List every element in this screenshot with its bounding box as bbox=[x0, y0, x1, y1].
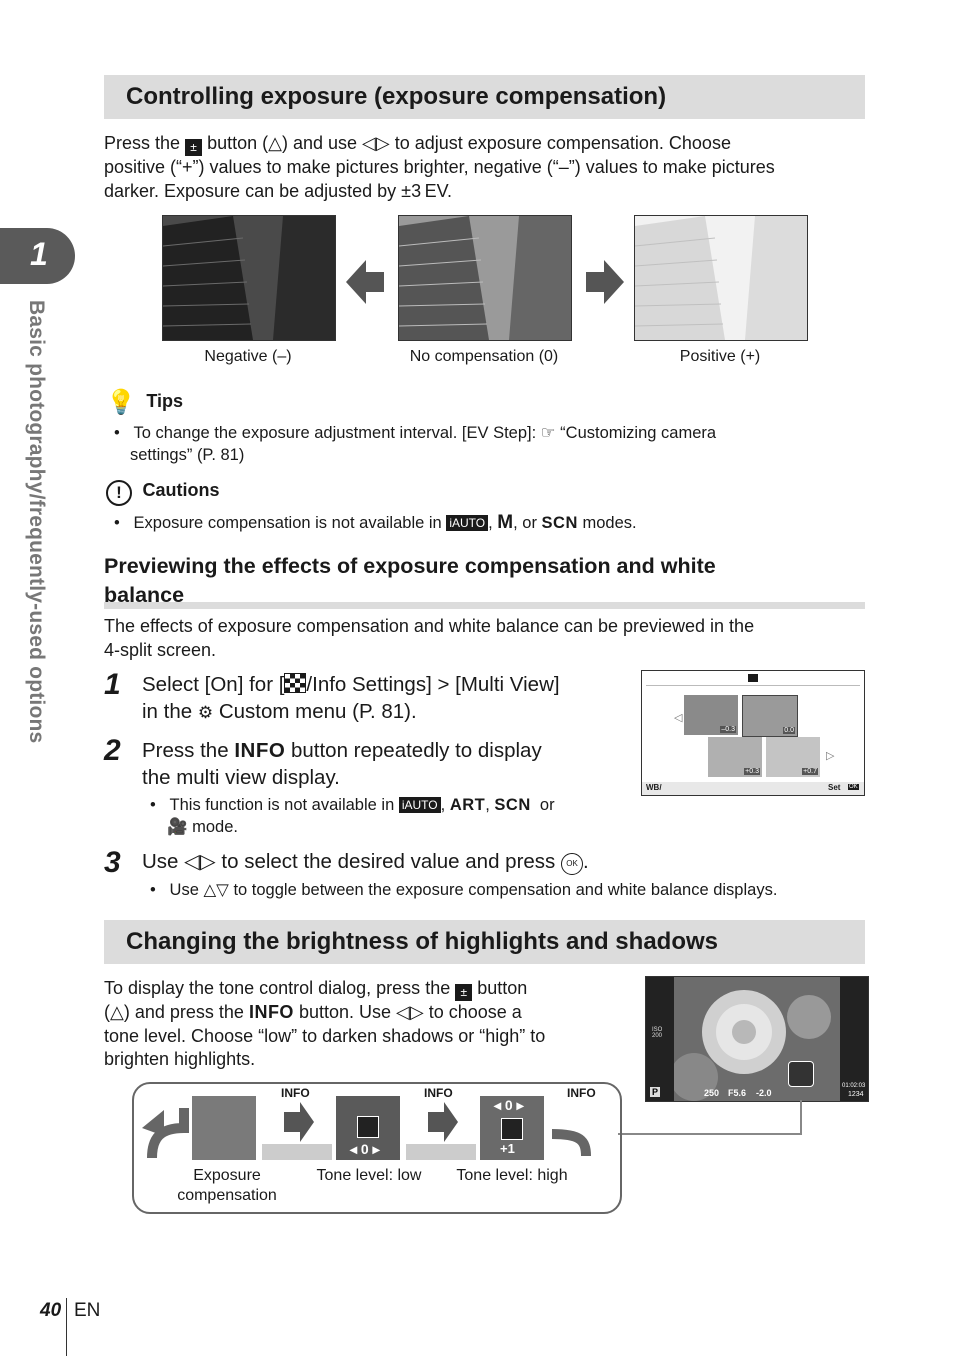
shot-count: 1234 bbox=[848, 1091, 864, 1098]
pointing-hand-icon: ☞ bbox=[540, 424, 556, 442]
aperture: F5.6 bbox=[728, 1088, 747, 1098]
caution-icon: ! bbox=[106, 480, 132, 506]
multi-view-screen bbox=[641, 670, 865, 796]
return-arrow-right bbox=[546, 1098, 596, 1164]
art-mode-icon: ART bbox=[449, 796, 486, 814]
ok-icon: OK bbox=[849, 784, 858, 790]
preview-intro: The effects of exposure compensation and white balance can be previewed in the 4-split screen. bbox=[104, 616, 755, 660]
exposure-comp-thumb bbox=[192, 1096, 256, 1160]
iauto-mode-icon: iAUTO bbox=[399, 797, 441, 813]
step-2-text: Press the INFO button repeatedly to display the multi view display. bbox=[142, 739, 542, 789]
arrow-left-icon bbox=[346, 260, 386, 304]
arrow-right-icon bbox=[406, 1100, 476, 1160]
clock: 01:02:03 bbox=[842, 1083, 866, 1089]
iauto-mode-icon: iAUTO bbox=[446, 515, 488, 531]
exposure-comp-icon: ± bbox=[455, 984, 472, 1001]
photo-normal bbox=[398, 215, 572, 341]
caption-negative: Negative (–) bbox=[204, 348, 292, 365]
ev-value: -2.0 bbox=[756, 1088, 772, 1098]
footer-divider bbox=[66, 1298, 67, 1356]
building-image-bright bbox=[635, 216, 807, 340]
custom-gears-icon: ⚙ bbox=[197, 703, 214, 722]
scn-mode-icon: SCN bbox=[494, 796, 531, 814]
photo-negative bbox=[162, 215, 336, 341]
ok-button-icon: OK bbox=[561, 853, 583, 875]
caption-tone-low: Tone level: low bbox=[316, 1167, 422, 1184]
m-mode-icon: M bbox=[497, 512, 514, 533]
step-3-note: • Use △▽ to toggle between the exposure compensation and white balance displays. bbox=[150, 881, 778, 899]
cautions-item: • Exposure compensation is not available in iAUTO , M, or SCN modes. bbox=[114, 512, 637, 533]
tips-item: • To change the exposure adjustment interval. [EV Step]: ☞ “Customizing camera settings” (P. 81) bbox=[114, 424, 717, 464]
tone-high-value: +1 bbox=[500, 1141, 515, 1156]
iso-readout: ISO 200 bbox=[652, 1027, 663, 1039]
chapter-title: Basic photography/frequently-used options bbox=[25, 300, 48, 744]
left-right-icon: ◁▷ bbox=[362, 133, 390, 153]
page-number: 40 bbox=[40, 1300, 62, 1321]
preview-thumb-4: +0.7 bbox=[766, 737, 820, 777]
building-image-dark bbox=[163, 216, 335, 340]
left-right-icon: ◁▷ bbox=[184, 850, 216, 873]
up-down-icon: △▽ bbox=[203, 881, 229, 899]
preview-thumb-2: 0.0 bbox=[742, 695, 798, 737]
info-label-1: INFO bbox=[281, 1086, 310, 1100]
step-1-text: Select [On] for [ /Info Settings] > [Multi View] in the ⚙ Custom menu (P. 81). bbox=[142, 673, 560, 723]
step-3-number: 3 bbox=[104, 846, 121, 879]
step-2-note: • This function is not available in iAUTO , ART, SCN or 🎥 mode. bbox=[150, 796, 555, 836]
step-3-text: Use ◁▷ to select the desired value and press OK . bbox=[142, 850, 589, 873]
arrow-right-icon bbox=[262, 1100, 332, 1160]
tone-low-thumb bbox=[336, 1096, 400, 1160]
caption-normal: No compensation (0) bbox=[409, 348, 559, 365]
tone-low-value: ◂ 0 ▸ bbox=[350, 1141, 380, 1157]
exposure-intro: Press the ± button (△) and use ◁▷ to adjust exposure compensation. Choose positive (“+”) values to make pictures brighter, negative (“–”) values to make pictures darker. Exposure can be adjusted by ±3 EV. bbox=[104, 133, 775, 201]
wb-label: WB/ bbox=[646, 783, 662, 792]
info-button-icon: INFO bbox=[248, 1002, 294, 1022]
section-header-tone bbox=[104, 920, 865, 964]
up-triangle-icon: △ bbox=[110, 1002, 124, 1022]
caption-positive: Positive (+) bbox=[679, 348, 761, 365]
left-right-icon: ◁▷ bbox=[396, 1002, 424, 1022]
movie-icon: 🎥 bbox=[167, 818, 188, 836]
exposure-comp-icon: ± bbox=[185, 139, 202, 156]
tone-icon bbox=[501, 1118, 523, 1140]
tone-icon bbox=[357, 1116, 379, 1138]
tone-intro: To display the tone control dialog, press the ± button (△) and press the INFO button. Use ◁▷ to choose a tone level. Choose “low” to darken shadows or “high” to brighten highlights. bbox=[104, 978, 546, 1069]
caption-exposure-comp: Exposure compensation bbox=[177, 1167, 277, 1204]
arrow-right-icon bbox=[586, 260, 626, 304]
flower-image bbox=[674, 977, 840, 1101]
up-triangle-icon: △ bbox=[268, 133, 282, 153]
mode-p: P bbox=[652, 1087, 659, 1097]
info-label-3: INFO bbox=[567, 1086, 596, 1100]
shutter-speed: 250 bbox=[704, 1088, 720, 1098]
tips-header: 💡 Tips bbox=[106, 389, 184, 416]
section-title: Controlling exposure (exposure compensation) bbox=[126, 83, 667, 110]
tone-high-top: ◂ 0 ▸ bbox=[494, 1097, 524, 1113]
preview-thumb-1: –0.3 bbox=[684, 695, 738, 735]
info-button-icon: INFO bbox=[234, 739, 286, 762]
step-2-number: 2 bbox=[104, 734, 121, 767]
photo-positive bbox=[634, 215, 808, 341]
set-label: Set bbox=[828, 783, 841, 792]
cautions-header: ! Cautions bbox=[106, 480, 219, 506]
info-label-2: INFO bbox=[424, 1086, 453, 1100]
right-arrow-icon: ▷ bbox=[826, 750, 835, 762]
chapter-number: 1 bbox=[30, 236, 48, 272]
caption-tone-high: Tone level: high bbox=[456, 1167, 568, 1184]
exposure-comp-icon bbox=[748, 674, 758, 682]
lightbulb-icon: 💡 bbox=[106, 389, 136, 416]
scn-mode-icon: SCN bbox=[541, 514, 578, 532]
connector-line bbox=[800, 1100, 802, 1134]
tone-lcd-screen bbox=[645, 976, 869, 1102]
step-1-number: 1 bbox=[104, 668, 121, 701]
tone-high-thumb bbox=[480, 1096, 544, 1160]
preview-thumb-3: +0.3 bbox=[708, 737, 762, 777]
grid-display-icon bbox=[284, 673, 306, 693]
building-image-normal bbox=[399, 216, 571, 340]
section-title: Changing the brightness of highlights and shadows bbox=[126, 928, 718, 955]
section-header-exposure bbox=[104, 75, 865, 119]
tone-control-indicator bbox=[788, 1061, 814, 1087]
left-arrow-icon: ◁ bbox=[674, 712, 683, 724]
chapter-tab bbox=[0, 228, 75, 284]
return-arrow-left bbox=[140, 1098, 190, 1164]
section-header-preview: Previewing the effects of exposure compensation and white balance bbox=[104, 552, 865, 609]
language-label: EN bbox=[74, 1300, 101, 1321]
connector-line bbox=[618, 1133, 802, 1135]
